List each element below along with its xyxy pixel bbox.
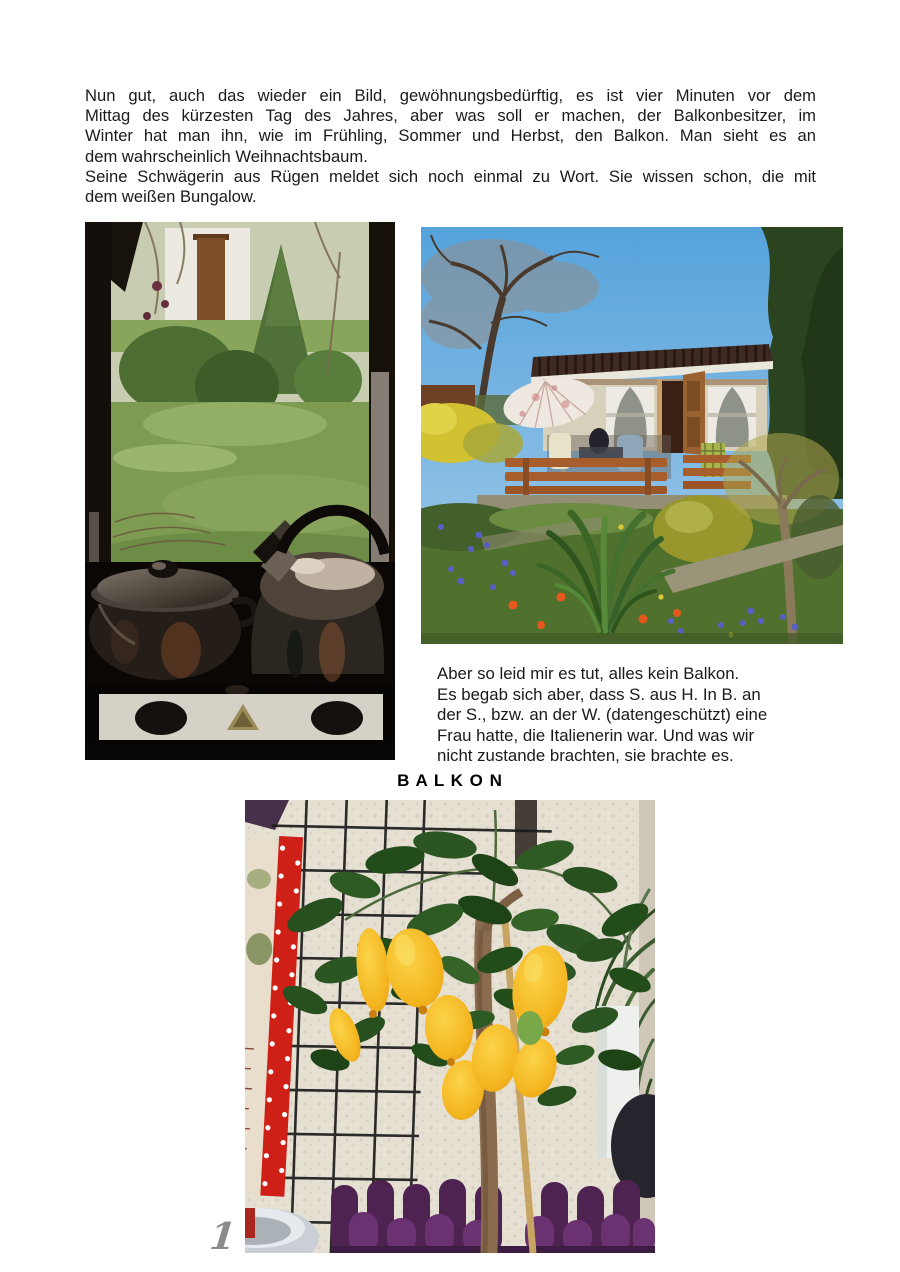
text-line: der S., bzw. an der W. (datengeschützt) eine xyxy=(437,705,768,724)
side-text xyxy=(437,664,811,767)
kitchen-window-photo xyxy=(85,222,395,760)
red-object xyxy=(245,1208,255,1238)
garden-bungalow-photo xyxy=(421,227,843,644)
text-line: Es begab sich aber, dass S. aus H. In B. an xyxy=(437,684,761,704)
body-text xyxy=(85,86,816,207)
text-line: Winter hat man ihn, wie im Frühling, Sommer und Herbst, den Balkon. Man sieht es an xyxy=(85,126,816,146)
page-number: 1 xyxy=(207,1214,239,1258)
balkon-heading: B A L K O N xyxy=(397,771,503,790)
window-with-curtains-2 xyxy=(708,387,756,447)
text-line: dem wahrscheinlich Weihnachtsbaum. xyxy=(85,146,368,166)
text-line: nicht zustande brachten, sie brachte es. xyxy=(437,746,734,765)
text-line: dem weißen Bungalow. xyxy=(85,187,257,207)
lemon-tree-photo xyxy=(245,800,655,1253)
text-line: Nun gut, auch das wieder ein Bild, gewöhnungsbedürftig, es ist vier Minuten vor dem xyxy=(85,86,816,105)
text-line: Mittag des kürzesten Tag des Jahres, aber was soll er machen, der Balkonbesitzer, im xyxy=(85,106,816,126)
text-line: Aber so leid mir es tut, alles kein Balkon. xyxy=(437,664,740,683)
paragraph-2 xyxy=(85,167,816,207)
stove-front xyxy=(85,684,395,760)
text-line: Frau hatte, die Italienerin war. Und was wir xyxy=(437,725,755,745)
text-line: Seine Schwägerin aus Rügen meldet sich noch einmal zu Wort. Sie wissen schon, die mit xyxy=(85,166,816,186)
green-lemon xyxy=(517,1011,543,1045)
paragraph-1 xyxy=(85,86,816,167)
